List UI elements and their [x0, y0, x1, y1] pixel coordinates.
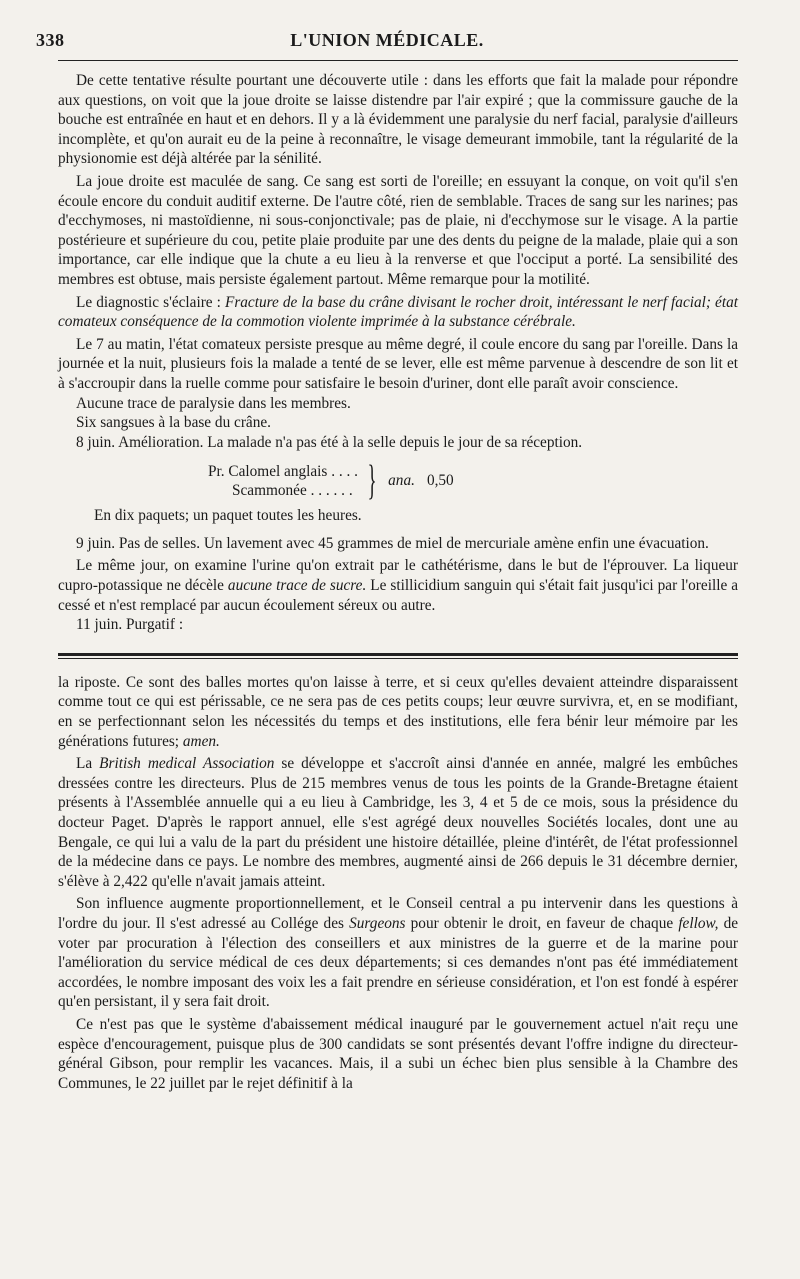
prescription-formula	[208, 458, 738, 505]
association-text: se développe et s'accroît ainsi d'année en année, malgré les embûches dressées contre les directeurs. Plus de 215 membres venus de tous les points de la Grande-Bretagne étaient présents à l'Assemblée annuelle qui a eu lieu à Cambridge, les 3, 4 et 5 de ce mois, sous la présidence du docteur Paget. D'après le rapport annuel, elle s'est agrégé deux nouvelles Sociétés locales, dont une au Bengale, ce qui lui a valu de la part du président une histoire détaillée, pleine d'intérêt, de l'état professionnel de la médecine dans ce pays. Le nombre des membres, augmenté ainsi de 266 depuis le 31 décembre dernier, s'élève à 2,422 qu'elle n'avait jamais atteint.	[58, 755, 739, 890]
urine-paragraph	[58, 556, 738, 615]
amen-text: amen.	[182, 732, 220, 750]
brace-icon: }	[367, 458, 377, 505]
continued-paragraph	[58, 673, 738, 751]
paragraph: De cette tentative résulte pourtant une découverte utile : dans les efforts que fait la malade pour répondre aux questions, on voit que la joue droite se laisse distendre par l'air expiré ; que la commissure gauche de la bouche est entraînée en haut et en dehors. Il y a là évidemment une paralysie du nerf facial, paralysie d'ailleurs incomplète, et qu'on aurait eu de la peine à reconnaître, le visage demeurant immobile, tant la régularité de la physionomie est déjà altérée par la sénilité.	[58, 72, 738, 168]
association-name: British medical Association	[99, 755, 275, 773]
influence-text-start: Son influence augmente proportionnellement, et le Conseil central a pu intervenir dans les questions à l'ordre du jour. Il s'est adressé au Collége des	[58, 895, 738, 932]
influence-text-end: de voter par procuration à l'élection des conseillers et aux ministres de la guerre et de la marine pour l'amélioration du service médical de ces deux départements; si ces demandes n'ont pas été immédiatement accordées, le nombre imposant des voix les a fait prendre en sérieuse considération, et l'on est fondé à espérer qu'en persistant, il y sera fait droit.	[58, 914, 739, 1011]
influence-text-mid: pour obtenir le droit, en faveur de chaque	[405, 914, 679, 932]
formula-line-2: Scammonée . . . . . .	[232, 482, 353, 500]
section-separator	[58, 653, 738, 659]
diagnosis-paragraph	[58, 293, 738, 332]
formula-dose: 0,50	[426, 472, 454, 490]
paragraph: Ce n'est pas que le système d'abaissement médical inauguré par le gouvernement actuel n'ait reçu une espèce d'encouragement, puisque plus de 300 candidats se sont présentés devant l'offre indigne du directeur-général Gibson, pour remplir les vacances. Mais, il a subi un échec bien plus sensible à la Chambre des Communes, le 22 juillet par le rejet définitif à la	[58, 1015, 738, 1092]
paragraph: Aucune trace de paralysie dans les membres.	[76, 394, 351, 412]
diagnosis-intro: Le diagnostic s'éclaire :	[76, 293, 225, 311]
paragraph: La joue droite est maculée de sang. Ce sang est sorti de l'oreille; en essuyant la conque, on voit qu'il s'en écoule encore du conduit auditif externe. De l'autre côté, rien de semblable. Traces de sang sur les narines; pas d'ecchymoses, ni mastoïdienne, ni sous-conjonctivale; pas de plaie, ni d'ecchymose sur le visage. A la partie postérieure et supérieure du cou, petite plaie produite par une des dents du peigne de la malade, plaie qui a son importance, car elle indique que la chute a eu lieu à la renverse et que l'occiput a porté. La sensibilité des membres est obtuse, mais persiste également partout. Même remarque pour la motilité.	[58, 172, 738, 288]
urine-text-start: Le même jour, on examine l'urine qu'on extrait par le cathétérisme, dans le but de l'éprouver. La liqueur cupro-potassique ne décèle	[58, 557, 738, 595]
surgeons-text: Surgeons	[349, 914, 406, 932]
association-paragraph	[58, 754, 738, 891]
association-intro: La	[76, 755, 100, 773]
urine-text-end: Le stillicidium sanguin qui s'était fait jusqu'ici par l'oreille a cessé et n'est remplacé par aucun écoulement séreux ou autre.	[58, 577, 738, 614]
fellow-text: fellow,	[678, 914, 719, 932]
diagnosis-text: Fracture de la base du crâne divisant le rocher droit, intéressant le nerf facial; état comateux conséquence de la commotion violente imprimée à la substance cérébrale.	[58, 293, 738, 331]
paragraph: 8 juin. Amélioration. La malade n'a pas été à la selle depuis le jour de sa réception.	[76, 433, 583, 451]
paragraph: 9 juin. Pas de selles. Un lavement avec 45 grammes de miel de mercuriale amène enfin une évacuation.	[76, 534, 709, 552]
lower-article	[58, 673, 738, 1093]
formula-ana: ana.	[388, 472, 415, 490]
page-number: 338	[36, 30, 65, 50]
formula-line-1: Pr. Calomel anglais . . . .	[208, 463, 358, 481]
journal-title: L'UNION MÉDICALE.	[290, 30, 484, 50]
header-rule	[58, 60, 738, 61]
running-header	[36, 30, 738, 58]
upper-article	[58, 71, 738, 635]
influence-paragraph	[58, 894, 738, 1012]
paragraph: En dix paquets; un paquet toutes les heures.	[94, 507, 362, 525]
paragraph: 11 juin. Purgatif :	[76, 616, 184, 634]
riposte-text: la riposte. Ce sont des balles mortes qu'on laisse à terre, et si ceux qu'elles devaient atteindre disparaissent comme tout ce qui est périssable, ce ne sera pas de ces petits coups; leur œuvre survivra, et, en se modifiant, en se perfectionnant selon les nécessités du temps et des institutions, elle fera bénir leur mémoire par les générations futures;	[58, 673, 738, 750]
paragraph: Le 7 au matin, l'état comateux persiste presque au même degré, il coule encore du sang par l'oreille. Dans la journée et la nuit, plusieurs fois la malade a tenté de se lever, elle est même parvenue à descendre de son lit et à s'accroupir dans la ruelle comme pour satisfaire le besoin d'uriner, dont elle paraît avoir conscience.	[58, 335, 738, 392]
urine-text-italic: aucune trace de sucre.	[227, 577, 367, 595]
paragraph: Six sangsues à la base du crâne.	[76, 414, 271, 432]
